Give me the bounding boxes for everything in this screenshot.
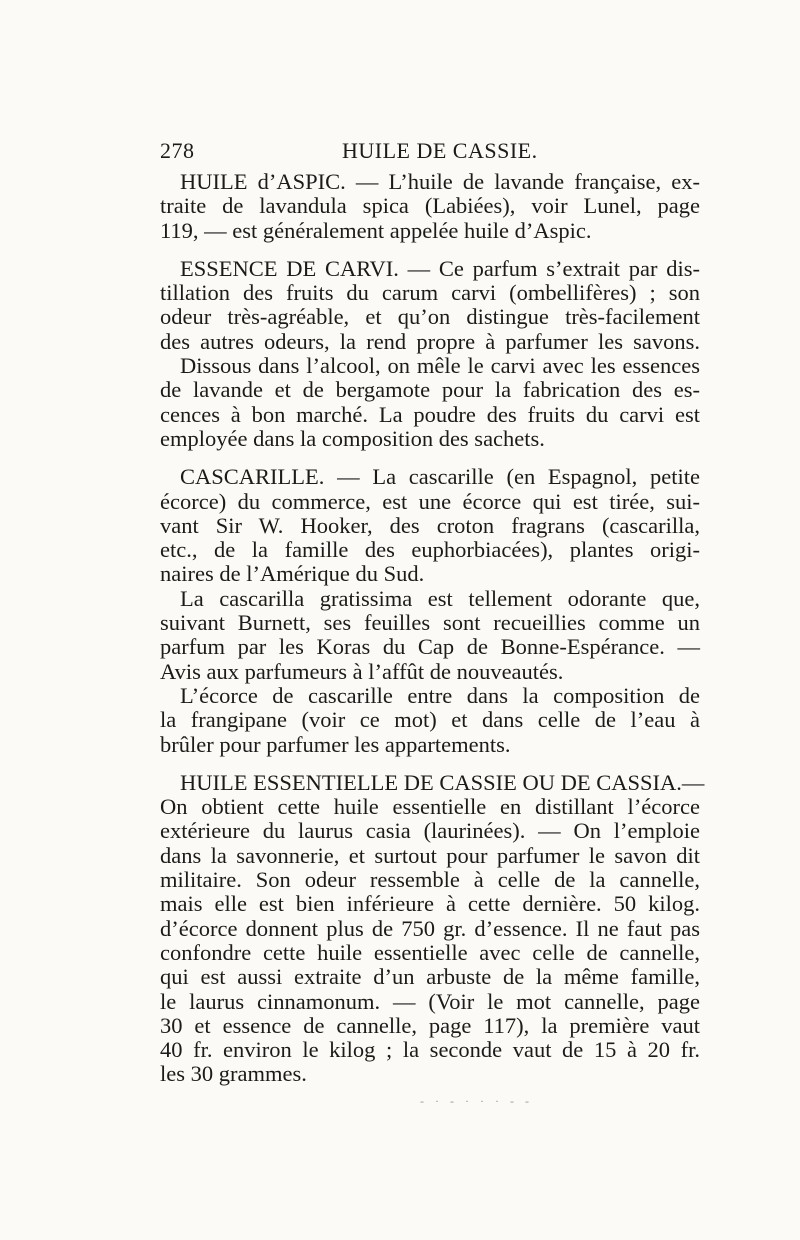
text-line: Avis aux parfumeurs à l’affût de nouveautés.: [160, 658, 564, 684]
text-line: militaire. Son odeur ressemble à celle de la cannelle,: [160, 867, 700, 893]
running-title: HUILE DE CASSIE.: [342, 138, 538, 163]
text-line: 119, — est généralement appelée huile d’Aspic.: [160, 217, 592, 243]
text-line: dans la savonnerie, et surtout pour parfumer le savon dit: [160, 842, 700, 868]
text-line: d’écorce donnent plus de 750 gr. d’essence. Il ne faut pas: [160, 915, 700, 941]
page-body: [160, 169, 705, 1087]
text-line: de lavande et de bergamote pour la fabrication des es-: [160, 377, 700, 403]
page-number: 278: [160, 138, 195, 163]
text-line: mais elle est bien inférieure à cette dernière. 50 kilog.: [160, 891, 700, 917]
text-line: ESSENCE DE CARVI. — Ce parfum s’extrait par dis-: [180, 255, 700, 281]
text-line: L’écorce de cascarille entre dans la composition de: [180, 682, 700, 708]
text-line: Dissous dans l’alcool, on mêle le carvi avec les essences: [180, 353, 700, 379]
text-line: confondre cette huile essentielle avec celle de cannelle,: [160, 939, 700, 965]
text-line: la frangipane (voir ce mot) et dans celle de l’eau à: [160, 707, 700, 733]
entry-cascarille: [160, 465, 700, 757]
text-line: tillation des fruits du carum carvi (ombellifères) ; son: [160, 280, 700, 306]
text-line: CASCARILLE. — La cascarille (en Espagnol, petite: [180, 464, 700, 490]
footer-mark: - · - · · · - -: [420, 1094, 533, 1108]
entry-huile-aspic: [160, 170, 700, 243]
text-line: naires de l’Amérique du Sud.: [160, 561, 425, 587]
text-line: cences à bon marché. La poudre des fruits du carvi est: [160, 401, 700, 427]
text-line: vant Sir W. Hooker, des croton fragrans (cascarilla,: [160, 512, 700, 538]
entry-huile-cassie: [160, 769, 705, 1087]
text-line: La cascarilla gratissima est tellement odorante que,: [180, 585, 700, 611]
text-line: qui est aussi extraite d’un arbuste de la même famille,: [160, 964, 700, 990]
text-line: employée dans la composition des sachets.: [160, 425, 545, 451]
text-line: traite de lavandula spica (Labiées), voir Lunel, page: [160, 193, 700, 219]
text-line: des autres odeurs, la rend propre à parfumer les savons.: [160, 328, 700, 354]
text-line: extérieure du laurus casia (laurinées). — On l’emploie: [160, 818, 700, 844]
entry-essence-carvi: [160, 257, 700, 451]
text-line: les 30 grammes.: [160, 1061, 307, 1087]
page-header: [160, 138, 700, 172]
text-line: le laurus cinnamonum. — (Voir le mot cannelle, page: [160, 988, 700, 1014]
text-line: écorce) du commerce, est une écorce qui est tirée, sui-: [160, 488, 700, 514]
text-line: etc., de la famille des euphorbiacées), plantes origi-: [160, 537, 700, 563]
text-line: HUILE ESSENTIELLE DE CASSIE OU DE CASSIA.—: [180, 769, 705, 795]
text-line: On obtient cette huile essentielle en distillant l’écorce: [160, 794, 700, 820]
text-line: 40 fr. environ le kilog ; la seconde vaut de 15 à 20 fr.: [160, 1037, 700, 1063]
text-line: 30 et essence de cannelle, page 117), la première vaut: [160, 1012, 700, 1038]
text-line: odeur très-agréable, et qu’on distingue très-facilement: [160, 304, 700, 330]
text-line: brûler pour parfumer les appartements.: [160, 731, 511, 757]
text-line: parfum par les Koras du Cap de Bonne-Espérance. —: [160, 634, 700, 660]
text-line: HUILE d’ASPIC. — L’huile de lavande française, ex-: [180, 169, 700, 194]
text-line: suivant Burnett, ses feuilles sont recueillies comme un: [160, 610, 700, 636]
